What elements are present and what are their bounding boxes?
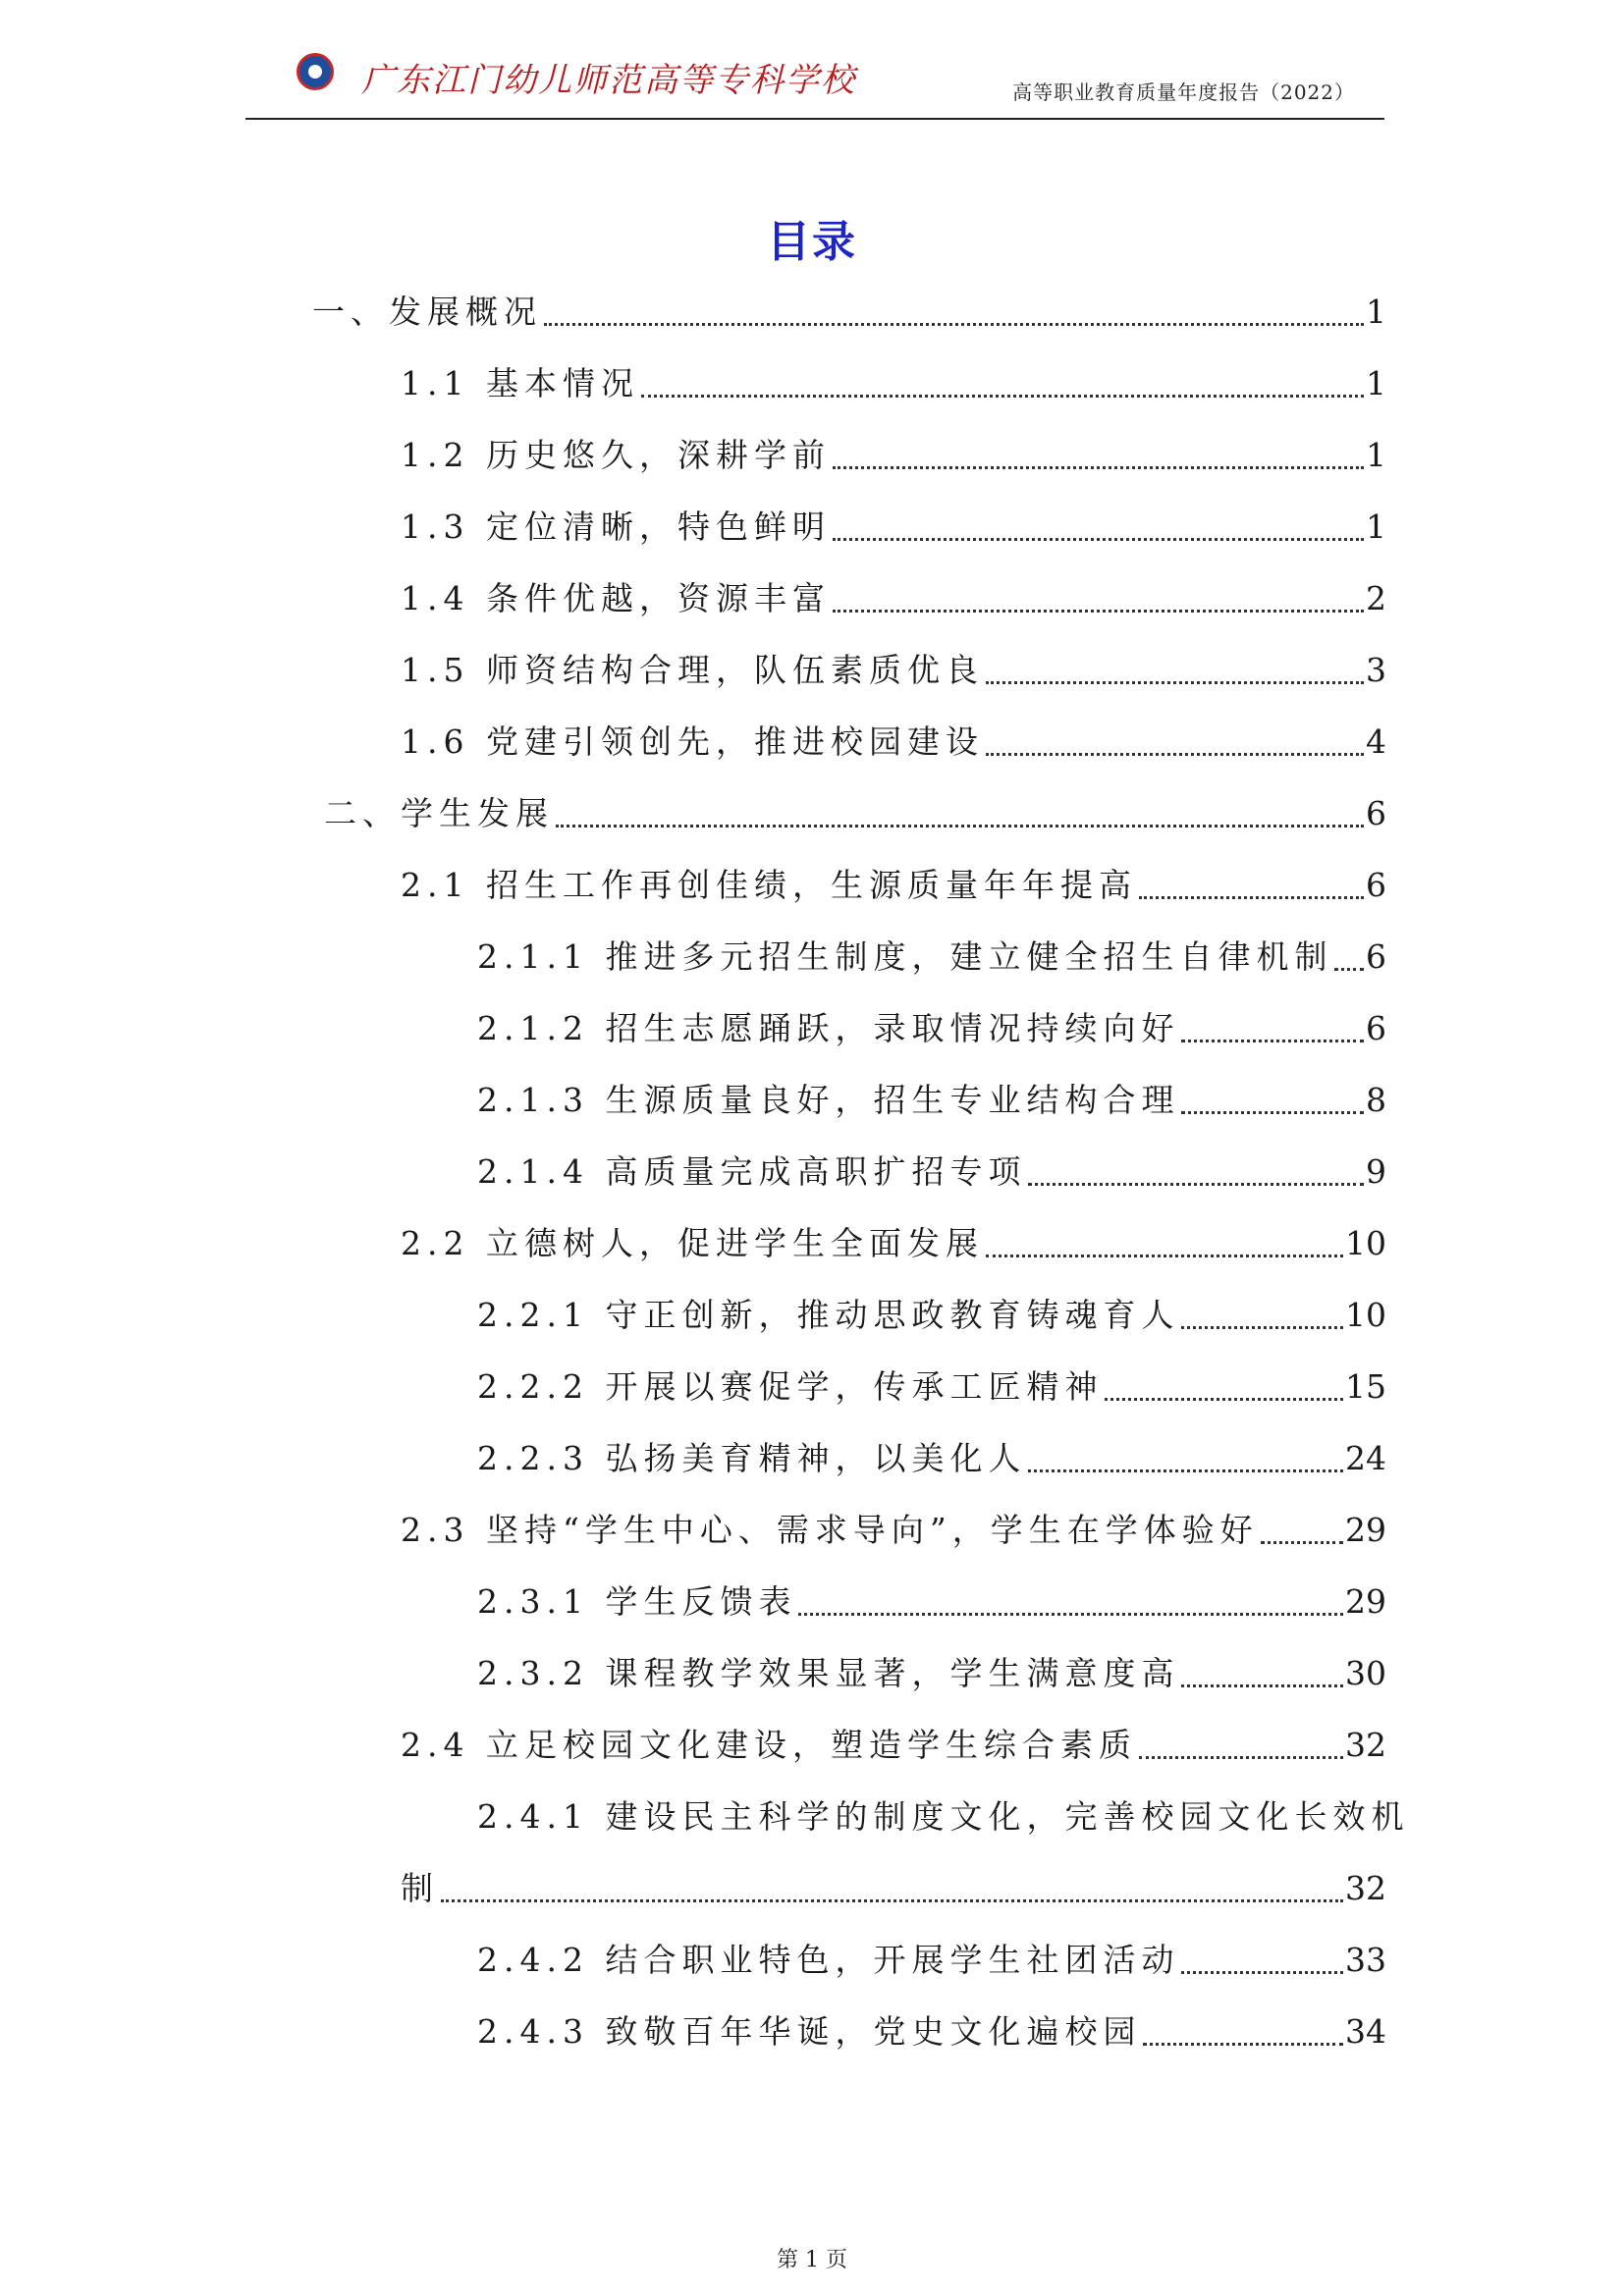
toc-entry-page: 8 bbox=[1366, 1081, 1386, 1119]
toc-entry-label: 2.1 招生工作再创佳绩，生源质量年年提高 bbox=[401, 866, 1137, 904]
toc-entry-label: 2.4 立足校园文化建设，塑造学生综合素质 bbox=[401, 1726, 1137, 1764]
toc-entry-page: 33 bbox=[1345, 1941, 1386, 1979]
toc-entry[interactable] bbox=[477, 1939, 1386, 1982]
dot-leader bbox=[1181, 1326, 1343, 1329]
toc-entry-page: 10 bbox=[1345, 1224, 1386, 1262]
toc-entry-label: 1.4 条件优越，资源丰富 bbox=[401, 579, 831, 617]
toc-entry[interactable] bbox=[477, 1007, 1386, 1050]
toc-entry-page: 1 bbox=[1366, 507, 1386, 546]
toc-entry-page: 6 bbox=[1366, 1009, 1386, 1047]
dot-leader bbox=[1261, 1541, 1343, 1544]
toc-entry-label: 2.2.1 守正创新，推动思政教育铸魂育人 bbox=[477, 1296, 1180, 1334]
dot-leader bbox=[1139, 896, 1364, 899]
school-logo-emblem bbox=[297, 53, 334, 90]
toc-entry-label: 2.4.1 建设民主科学的制度文化，完善校园文化长效机 bbox=[477, 1797, 1410, 1836]
dot-leader bbox=[441, 1899, 1343, 1902]
dot-leader bbox=[1181, 1040, 1364, 1042]
toc-entry-page: 4 bbox=[1366, 722, 1386, 761]
toc-entry[interactable] bbox=[401, 1509, 1386, 1552]
toc-entry[interactable] bbox=[477, 1365, 1386, 1409]
toc-entry[interactable] bbox=[477, 1150, 1386, 1194]
toc-entry-page: 29 bbox=[1345, 1582, 1386, 1621]
toc-entry[interactable] bbox=[401, 864, 1386, 907]
dot-leader bbox=[986, 753, 1364, 756]
toc-entry-page: 15 bbox=[1345, 1367, 1386, 1406]
toc-entry-page: 9 bbox=[1366, 1152, 1386, 1191]
toc-entry[interactable] bbox=[477, 1580, 1386, 1624]
toc-entry-page: 30 bbox=[1345, 1654, 1386, 1692]
toc-entry-label-continued: 制 bbox=[401, 1869, 439, 1907]
toc-entry-page: 6 bbox=[1366, 794, 1386, 832]
toc-entry-label: 2.1.4 高质量完成高职扩招专项 bbox=[477, 1152, 1027, 1191]
toc-entry-page: 32 bbox=[1345, 1726, 1386, 1764]
toc-entry[interactable] bbox=[477, 1652, 1386, 1695]
toc-entry[interactable] bbox=[401, 506, 1386, 549]
toc-entry-label: 2.2.3 弘扬美育精神，以美化人 bbox=[477, 1439, 1027, 1477]
toc-entry-wrapped-first-line[interactable] bbox=[477, 1795, 1410, 1839]
toc-entry-label: 2.3.1 学生反馈表 bbox=[477, 1582, 797, 1621]
toc-entry[interactable] bbox=[401, 362, 1386, 405]
page-header bbox=[245, 39, 1384, 120]
toc-entry[interactable] bbox=[401, 721, 1386, 764]
dot-leader bbox=[1028, 1469, 1343, 1472]
toc-entry-wrapped-second-line[interactable] bbox=[401, 1867, 1386, 1910]
dot-leader bbox=[798, 1613, 1343, 1616]
dot-leader bbox=[1143, 2043, 1343, 2046]
toc-entry-label: 2.4.3 致敬百年华诞，党史文化遍校园 bbox=[477, 2012, 1142, 2051]
page-number: 第 1 页 bbox=[777, 2248, 847, 2272]
toc-entry-page: 1 bbox=[1366, 364, 1386, 402]
toc-entry[interactable] bbox=[401, 1222, 1386, 1265]
toc-entry-page: 32 bbox=[1345, 1869, 1386, 1907]
toc-entry[interactable] bbox=[401, 649, 1386, 692]
toc-entry-label: 2.3.2 课程教学效果显著，学生满意度高 bbox=[477, 1654, 1180, 1692]
dot-leader bbox=[833, 610, 1364, 613]
toc-entry[interactable] bbox=[477, 1079, 1386, 1122]
dot-leader bbox=[986, 1255, 1343, 1257]
dot-leader bbox=[1334, 968, 1364, 971]
toc-entry-label: 1.3 定位清晰，特色鲜明 bbox=[401, 507, 831, 546]
toc-entry-label: 2.2.2 开展以赛促学，传承工匠精神 bbox=[477, 1367, 1104, 1406]
dot-leader bbox=[1028, 1183, 1364, 1186]
toc-entry-label: 1.5 师资结构合理，队伍素质优良 bbox=[401, 651, 984, 689]
toc-entry-page: 2 bbox=[1366, 579, 1386, 617]
dot-leader bbox=[833, 466, 1364, 469]
toc-title: 目录 bbox=[767, 217, 857, 267]
toc-entry[interactable] bbox=[477, 2010, 1386, 2054]
toc-entry[interactable] bbox=[401, 1724, 1386, 1767]
toc-entry-page: 1 bbox=[1366, 293, 1386, 331]
toc-entry[interactable] bbox=[477, 1294, 1386, 1337]
toc-entry-label: 1.1 基本情况 bbox=[401, 364, 639, 402]
toc-entry-label: 2.2 立德树人，促进学生全面发展 bbox=[401, 1224, 984, 1262]
dot-leader bbox=[1181, 1971, 1343, 1974]
dot-leader bbox=[1105, 1398, 1343, 1401]
toc-entry[interactable] bbox=[477, 935, 1386, 979]
toc-entry[interactable] bbox=[401, 577, 1386, 620]
school-name: 广东江门幼儿师范高等专科学校 bbox=[361, 61, 856, 100]
dot-leader bbox=[1139, 1756, 1343, 1759]
toc-entry-page: 6 bbox=[1366, 866, 1386, 904]
toc-entry-label: 2.1.3 生源质量良好，招生专业结构合理 bbox=[477, 1081, 1180, 1119]
toc-entry-page: 3 bbox=[1366, 651, 1386, 689]
toc-entry-page: 34 bbox=[1345, 2012, 1386, 2051]
dot-leader bbox=[544, 323, 1364, 326]
toc-entry-page: 1 bbox=[1366, 436, 1386, 474]
toc-entry-label: 1.2 历史悠久，深耕学前 bbox=[401, 436, 831, 474]
dot-leader bbox=[1181, 1111, 1364, 1114]
dot-leader bbox=[833, 538, 1364, 541]
report-title: 高等职业教育质量年度报告（2022） bbox=[1012, 80, 1355, 104]
toc-entry-label: 2.1.1 推进多元招生制度，建立健全招生自律机制 bbox=[477, 937, 1333, 976]
dot-leader bbox=[986, 681, 1364, 684]
toc-entry-label: 2.4.2 结合职业特色，开展学生社团活动 bbox=[477, 1941, 1180, 1979]
toc-entry-page: 6 bbox=[1366, 937, 1386, 976]
toc-entry-page: 10 bbox=[1345, 1296, 1386, 1334]
toc-entry-page: 24 bbox=[1345, 1439, 1386, 1477]
toc-entry[interactable] bbox=[401, 434, 1386, 477]
toc-entry-page: 29 bbox=[1345, 1511, 1386, 1549]
dot-leader bbox=[556, 825, 1364, 828]
toc-entry[interactable] bbox=[324, 792, 1386, 835]
dot-leader bbox=[641, 395, 1364, 398]
toc-entry-label: 1.6 党建引领创先，推进校园建设 bbox=[401, 722, 984, 761]
toc-entry-label: 2.1.2 招生志愿踊跃，录取情况持续向好 bbox=[477, 1009, 1180, 1047]
toc-entry-label: 2.3 坚持“学生中心、需求导向”，学生在学体验好 bbox=[401, 1511, 1259, 1549]
toc-entry-label: 二、学生发展 bbox=[324, 794, 554, 832]
toc-entry[interactable] bbox=[477, 1437, 1386, 1480]
dot-leader bbox=[1181, 1684, 1343, 1687]
toc-entry-label: 一、发展概况 bbox=[312, 293, 542, 331]
toc-entry[interactable] bbox=[312, 291, 1386, 334]
